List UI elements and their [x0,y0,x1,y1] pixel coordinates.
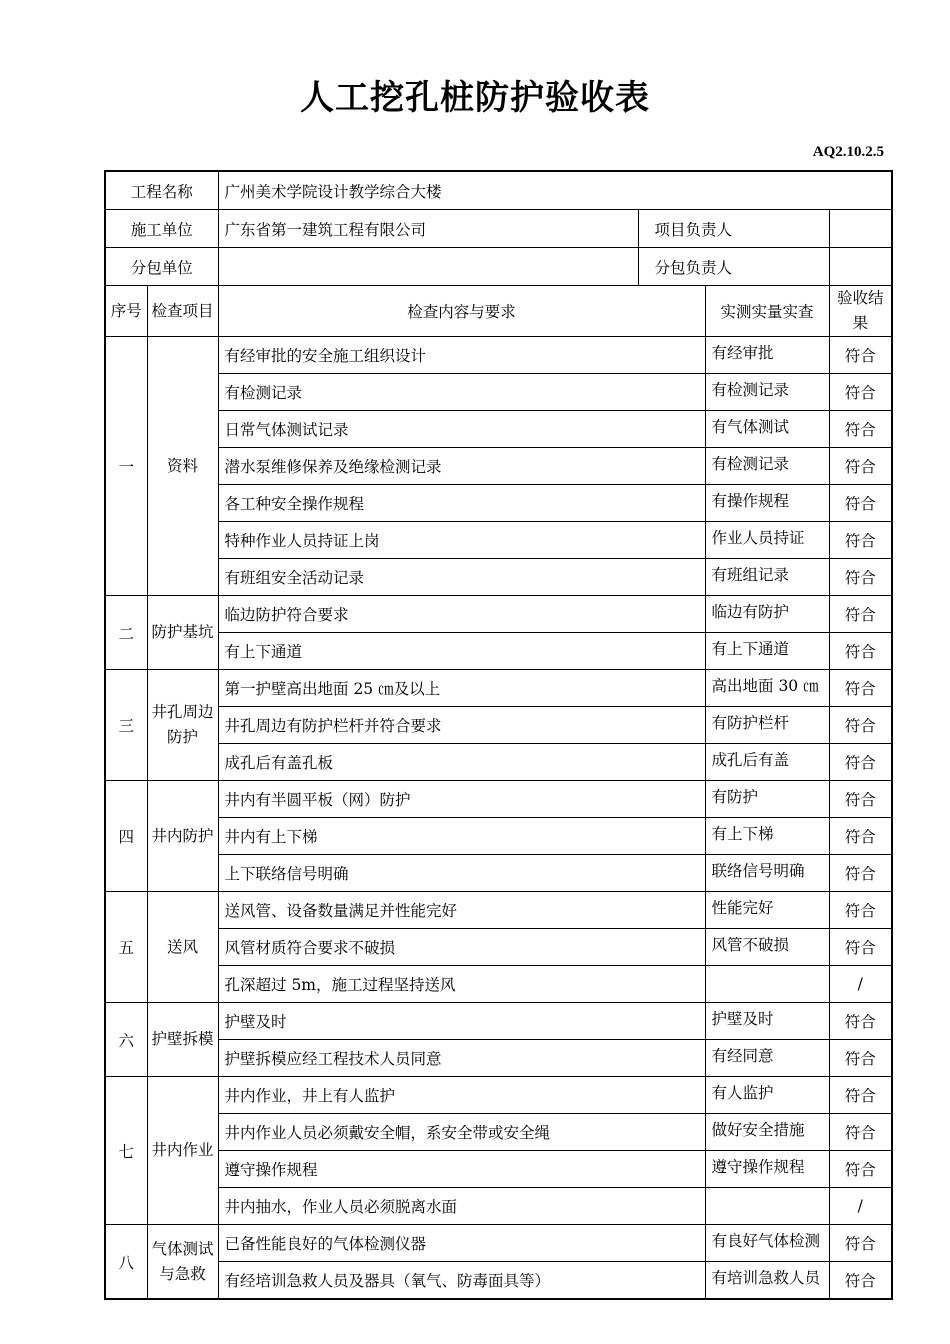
check-content: 临边防护符合要求 [218,596,705,633]
measured-value: 护壁及时 [705,1003,829,1040]
measured-value: 临边有防护 [705,596,829,633]
table-row [105,1040,892,1077]
group-seq: 七 [105,1077,147,1225]
table-row [105,670,892,707]
result-value: 符合 [829,929,892,966]
check-content: 井孔周边有防护栏杆并符合要求 [218,707,705,744]
sub-value [218,248,638,286]
check-content: 各工种安全操作规程 [218,485,705,522]
table-row [105,1151,892,1188]
measured-value: 做好安全措施 [705,1114,829,1151]
table-row [105,929,892,966]
check-content: 护壁拆模应经工程技术人员同意 [218,1040,705,1077]
measured-value: 有经同意 [705,1040,829,1077]
table-row [105,485,892,522]
check-content: 第一护壁高出地面 25 ㎝及以上 [218,670,705,707]
inspection-table [104,170,893,1300]
measured-value: 联络信号明确 [705,855,829,892]
group-item: 资料 [147,337,218,596]
measured-value: 有上下梯 [705,818,829,855]
group-item: 气体测试与急救 [147,1225,218,1300]
check-content: 井内抽水，作业人员必须脱离水面 [218,1188,705,1225]
measured-value [705,1188,829,1225]
result-value: 符合 [829,411,892,448]
sub-label: 分包单位 [105,248,218,286]
table-row [105,1188,892,1225]
table-row [105,1225,892,1262]
header-seq: 序号 [105,286,147,337]
table-row [105,411,892,448]
group-seq: 一 [105,337,147,596]
check-content: 井内作业人员必须戴安全帽，系安全带或安全绳 [218,1114,705,1151]
table-row [105,1262,892,1300]
result-value: 符合 [829,633,892,670]
result-value: 符合 [829,559,892,596]
table-row [105,892,892,929]
group-item: 井内作业 [147,1077,218,1225]
table-row [105,1077,892,1114]
result-value: 符合 [829,448,892,485]
group-seq: 二 [105,596,147,670]
measured-value: 成孔后有盖 [705,744,829,781]
result-value: 符合 [829,485,892,522]
check-content: 有经培训急救人员及器具（氧气、防毒面具等） [218,1262,705,1300]
table-row [105,744,892,781]
header-row [105,286,892,337]
check-content: 成孔后有盖孔板 [218,744,705,781]
result-value: 符合 [829,1077,892,1114]
form-code: AQ2.10.2.5 [812,144,884,160]
result-value: 符合 [829,1151,892,1188]
table-row [105,1003,892,1040]
page-title: 人工挖孔桩防护验收表 [300,78,650,118]
check-content: 特种作业人员持证上岗 [218,522,705,559]
table-row [105,1114,892,1151]
result-value: 符合 [829,374,892,411]
header-result: 验收结果 [829,286,892,337]
measured-value: 高出地面 30 ㎝ [705,670,829,707]
table-row [105,633,892,670]
result-value: 符合 [829,892,892,929]
measured-value: 有操作规程 [705,485,829,522]
table-row [105,559,892,596]
measured-value: 有检测记录 [705,448,829,485]
measured-value: 性能完好 [705,892,829,929]
table-row [105,522,892,559]
manager-value [829,210,892,248]
result-value: / [829,1188,892,1225]
header-content: 检查内容与要求 [218,286,705,337]
table-row [105,781,892,818]
table-row [105,818,892,855]
result-value: 符合 [829,1003,892,1040]
group-seq: 五 [105,892,147,1003]
builder-value: 广东省第一建筑工程有限公司 [218,210,638,248]
group-seq: 八 [105,1225,147,1300]
info-row-sub [105,248,892,286]
result-value: 符合 [829,596,892,633]
measured-value: 有防护 [705,781,829,818]
measured-value: 有良好气体检测 [705,1225,829,1262]
table-row [105,374,892,411]
result-value: 符合 [829,670,892,707]
result-value: 符合 [829,744,892,781]
group-seq: 六 [105,1003,147,1077]
measured-value: 有检测记录 [705,374,829,411]
check-content: 风管材质符合要求不破损 [218,929,705,966]
check-content: 日常气体测试记录 [218,411,705,448]
measured-value: 有气体测试 [705,411,829,448]
table-row [105,707,892,744]
result-value: 符合 [829,1114,892,1151]
table-row [105,596,892,633]
check-content: 护壁及时 [218,1003,705,1040]
sub-manager-label: 分包负责人 [638,248,829,286]
check-content: 孔深超过 5m，施工过程坚持送风 [218,966,705,1003]
check-content: 遵守操作规程 [218,1151,705,1188]
table-row [105,855,892,892]
result-value: 符合 [829,707,892,744]
builder-label: 施工单位 [105,210,218,248]
check-content: 上下联络信号明确 [218,855,705,892]
result-value: / [829,966,892,1003]
result-value: 符合 [829,1225,892,1262]
table-row [105,337,892,374]
group-seq: 三 [105,670,147,781]
group-item: 井内防护 [147,781,218,892]
measured-value: 作业人员持证 [705,522,829,559]
measured-value: 有经审批 [705,337,829,374]
check-content: 送风管、设备数量满足并性能完好 [218,892,705,929]
check-content: 潜水泵维修保养及绝缘检测记录 [218,448,705,485]
header-measured: 实测实量实查 [705,286,829,337]
result-value: 符合 [829,818,892,855]
check-content: 有检测记录 [218,374,705,411]
info-row-project [105,171,892,210]
measured-value: 风管不破损 [705,929,829,966]
measured-value: 有人监护 [705,1077,829,1114]
group-item: 送风 [147,892,218,1003]
result-value: 符合 [829,781,892,818]
sub-manager-value [829,248,892,286]
check-content: 有班组安全活动记录 [218,559,705,596]
measured-value: 有培训急救人员 [705,1262,829,1300]
check-content: 有上下通道 [218,633,705,670]
project-label: 工程名称 [105,171,218,210]
check-content: 井内有上下梯 [218,818,705,855]
result-value: 符合 [829,1040,892,1077]
check-content: 井内有半圆平板（网）防护 [218,781,705,818]
group-item: 防护基坑 [147,596,218,670]
header-item: 检查项目 [147,286,218,337]
check-content: 已备性能良好的气体检测仪器 [218,1225,705,1262]
table-row [105,966,892,1003]
group-item: 井孔周边防护 [147,670,218,781]
project-value: 广州美术学院设计教学综合大楼 [218,171,892,210]
result-value: 符合 [829,337,892,374]
table-row [105,448,892,485]
check-content: 井内作业，井上有人监护 [218,1077,705,1114]
measured-value [705,966,829,1003]
check-content: 有经审批的安全施工组织设计 [218,337,705,374]
result-value: 符合 [829,1262,892,1300]
manager-label: 项目负责人 [638,210,829,248]
result-value: 符合 [829,855,892,892]
measured-value: 有班组记录 [705,559,829,596]
group-item: 护壁拆模 [147,1003,218,1077]
info-row-builder [105,210,892,248]
measured-value: 有上下通道 [705,633,829,670]
result-value: 符合 [829,522,892,559]
measured-value: 有防护栏杆 [705,707,829,744]
measured-value: 遵守操作规程 [705,1151,829,1188]
group-seq: 四 [105,781,147,892]
